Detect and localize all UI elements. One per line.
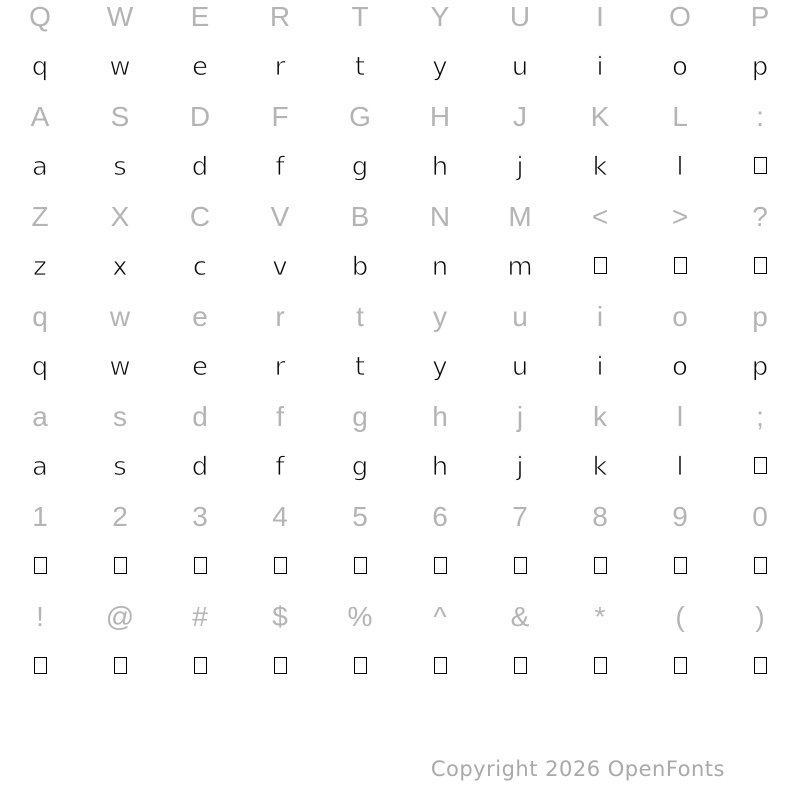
- label-char: 1: [32, 501, 48, 532]
- notdef-box-icon: [754, 157, 767, 174]
- label-row: [0, 392, 800, 442]
- label-char: d: [192, 401, 208, 432]
- glyph-char: d: [191, 452, 209, 482]
- glyph-char: [34, 654, 47, 680]
- label-char: *: [594, 601, 606, 632]
- glyph-char: u: [511, 52, 529, 82]
- label-char: i: [596, 301, 604, 332]
- glyph-row: [0, 242, 800, 292]
- glyph-char: [754, 154, 767, 180]
- glyph-char: [674, 254, 687, 280]
- label-char: a: [32, 401, 48, 432]
- glyph-char: [754, 454, 767, 480]
- glyph-char: l: [676, 452, 684, 482]
- notdef-box-icon: [194, 657, 207, 674]
- glyph-char: a: [32, 452, 48, 482]
- glyph-char: h: [431, 152, 449, 182]
- label-char: l: [676, 401, 684, 432]
- label-char: r: [275, 301, 285, 332]
- label-char: N: [429, 201, 451, 232]
- glyph-char: p: [751, 52, 769, 82]
- glyph-char: t: [354, 352, 366, 382]
- label-char: #: [192, 601, 208, 632]
- glyph-char: j: [516, 452, 524, 482]
- notdef-box-icon: [594, 557, 607, 574]
- glyph-char: g: [351, 152, 369, 182]
- notdef-box-icon: [754, 657, 767, 674]
- label-char: 6: [432, 501, 448, 532]
- label-char: K: [590, 101, 610, 132]
- label-char: %: [347, 601, 373, 632]
- label-char: J: [513, 101, 527, 132]
- label-char: X: [110, 201, 130, 232]
- notdef-box-icon: [354, 557, 367, 574]
- label-char: Y: [430, 1, 450, 32]
- notdef-box-icon: [34, 657, 47, 674]
- glyph-char: j: [516, 152, 524, 182]
- label-char: t: [356, 301, 364, 332]
- glyph-char: x: [112, 252, 128, 282]
- glyph-char: [114, 554, 127, 580]
- label-char: 7: [512, 501, 528, 532]
- glyph-char: a: [32, 152, 48, 182]
- glyph-char: [274, 554, 287, 580]
- glyph-row: [0, 342, 800, 392]
- label-char: s: [113, 401, 127, 432]
- glyph-char: q: [31, 52, 49, 82]
- glyph-char: w: [109, 52, 131, 82]
- label-char: O: [669, 1, 691, 32]
- glyph-char: c: [192, 252, 208, 282]
- label-row: [0, 592, 800, 642]
- notdef-box-icon: [594, 257, 607, 274]
- label-char: y: [433, 301, 447, 332]
- glyph-char: [754, 654, 767, 680]
- label-char: A: [30, 101, 50, 132]
- label-char: Q: [29, 1, 51, 32]
- label-char: e: [192, 301, 208, 332]
- glyph-char: b: [351, 252, 369, 282]
- glyph-char: [274, 654, 287, 680]
- glyph-char: i: [596, 52, 604, 82]
- notdef-box-icon: [274, 557, 287, 574]
- label-char: k: [593, 401, 607, 432]
- label-char: ^: [433, 601, 447, 632]
- label-char: <: [591, 201, 609, 232]
- glyph-char: [674, 654, 687, 680]
- notdef-box-icon: [114, 557, 127, 574]
- label-char: ): [755, 601, 765, 632]
- label-char: h: [432, 401, 448, 432]
- notdef-box-icon: [434, 557, 447, 574]
- glyph-char: y: [432, 352, 448, 382]
- label-char: u: [512, 301, 528, 332]
- glyph-char: e: [192, 52, 208, 82]
- label-char: M: [508, 201, 532, 232]
- label-char: W: [106, 1, 134, 32]
- glyph-char: s: [113, 152, 127, 182]
- label-row: [0, 92, 800, 142]
- glyph-char: r: [274, 52, 286, 82]
- glyph-char: f: [275, 152, 285, 182]
- glyph-char: y: [432, 52, 448, 82]
- glyph-char: l: [676, 152, 684, 182]
- glyph-char: z: [33, 252, 47, 282]
- label-char: B: [350, 201, 370, 232]
- glyph-char: [354, 554, 367, 580]
- label-row: [0, 492, 800, 542]
- glyph-char: t: [354, 52, 366, 82]
- glyph-row: [0, 642, 800, 692]
- notdef-box-icon: [674, 557, 687, 574]
- label-char: (: [675, 601, 685, 632]
- glyph-char: r: [274, 352, 286, 382]
- label-char: F: [271, 101, 289, 132]
- label-char: 9: [672, 501, 688, 532]
- label-char: R: [269, 1, 291, 32]
- glyph-char: e: [192, 352, 208, 382]
- glyph-char: [354, 654, 367, 680]
- label-char: L: [672, 101, 688, 132]
- notdef-box-icon: [194, 557, 207, 574]
- label-char: ;: [756, 401, 764, 432]
- glyph-char: n: [431, 252, 449, 282]
- notdef-box-icon: [754, 457, 767, 474]
- glyph-char: [194, 654, 207, 680]
- glyph-row: [0, 542, 800, 592]
- label-char: G: [349, 101, 371, 132]
- glyph-char: [594, 254, 607, 280]
- label-char: D: [189, 101, 211, 132]
- label-char: @: [105, 601, 135, 632]
- glyph-char: [34, 554, 47, 580]
- glyph-char: w: [109, 352, 131, 382]
- glyph-char: o: [672, 352, 688, 382]
- glyph-char: i: [596, 352, 604, 382]
- label-char: P: [750, 1, 770, 32]
- label-char: g: [352, 401, 368, 432]
- glyph-row: [0, 442, 800, 492]
- label-char: 3: [192, 501, 208, 532]
- glyph-char: g: [351, 452, 369, 482]
- glyph-char: [514, 554, 527, 580]
- label-char: U: [509, 1, 531, 32]
- notdef-box-icon: [594, 657, 607, 674]
- label-char: 4: [272, 501, 288, 532]
- copyright-text: Copyright 2026 OpenFonts: [430, 757, 725, 781]
- glyph-char: [194, 554, 207, 580]
- label-char: 5: [352, 501, 368, 532]
- label-char: 0: [752, 501, 768, 532]
- label-char: V: [270, 201, 290, 232]
- glyph-char: [754, 254, 767, 280]
- label-char: :: [756, 101, 764, 132]
- label-char: 2: [112, 501, 128, 532]
- label-char: j: [516, 401, 524, 432]
- glyph-char: p: [751, 352, 769, 382]
- glyph-char: [114, 654, 127, 680]
- glyph-char: [674, 554, 687, 580]
- notdef-box-icon: [754, 557, 767, 574]
- glyph-row: [0, 142, 800, 192]
- notdef-box-icon: [674, 257, 687, 274]
- glyph-char: [514, 654, 527, 680]
- glyph-char: d: [191, 152, 209, 182]
- label-char: o: [672, 301, 688, 332]
- label-char: q: [32, 301, 48, 332]
- label-char: 8: [592, 501, 608, 532]
- label-char: f: [276, 401, 284, 432]
- glyph-char: m: [507, 252, 533, 282]
- label-row: [0, 192, 800, 242]
- glyph-char: h: [431, 452, 449, 482]
- notdef-box-icon: [34, 557, 47, 574]
- notdef-box-icon: [114, 657, 127, 674]
- glyph-char: [434, 654, 447, 680]
- notdef-box-icon: [754, 257, 767, 274]
- label-char: Z: [31, 201, 49, 232]
- glyph-char: k: [592, 452, 608, 482]
- label-char: C: [189, 201, 211, 232]
- label-row: [0, 0, 800, 42]
- notdef-box-icon: [514, 557, 527, 574]
- label-char: !: [36, 601, 44, 632]
- label-char: S: [110, 101, 130, 132]
- glyph-char: u: [511, 352, 529, 382]
- glyph-char: s: [113, 452, 127, 482]
- label-row: [0, 292, 800, 342]
- glyph-char: [754, 554, 767, 580]
- label-char: E: [190, 1, 210, 32]
- notdef-box-icon: [674, 657, 687, 674]
- glyph-char: v: [272, 252, 288, 282]
- glyph-char: f: [275, 452, 285, 482]
- label-char: &: [510, 601, 530, 632]
- label-char: T: [351, 1, 369, 32]
- glyph-char: q: [31, 352, 49, 382]
- glyph-char: o: [672, 52, 688, 82]
- label-char: >: [671, 201, 689, 232]
- label-char: w: [109, 301, 131, 332]
- glyph-char: k: [592, 152, 608, 182]
- notdef-box-icon: [354, 657, 367, 674]
- glyph-char: [594, 654, 607, 680]
- notdef-box-icon: [514, 657, 527, 674]
- notdef-box-icon: [274, 657, 287, 674]
- label-char: I: [596, 1, 604, 32]
- label-char: $: [272, 601, 288, 632]
- label-char: H: [429, 101, 451, 132]
- glyph-row: [0, 42, 800, 92]
- notdef-box-icon: [434, 657, 447, 674]
- label-char: ?: [752, 201, 768, 232]
- glyph-char: [594, 554, 607, 580]
- label-char: p: [752, 301, 768, 332]
- glyph-char: [434, 554, 447, 580]
